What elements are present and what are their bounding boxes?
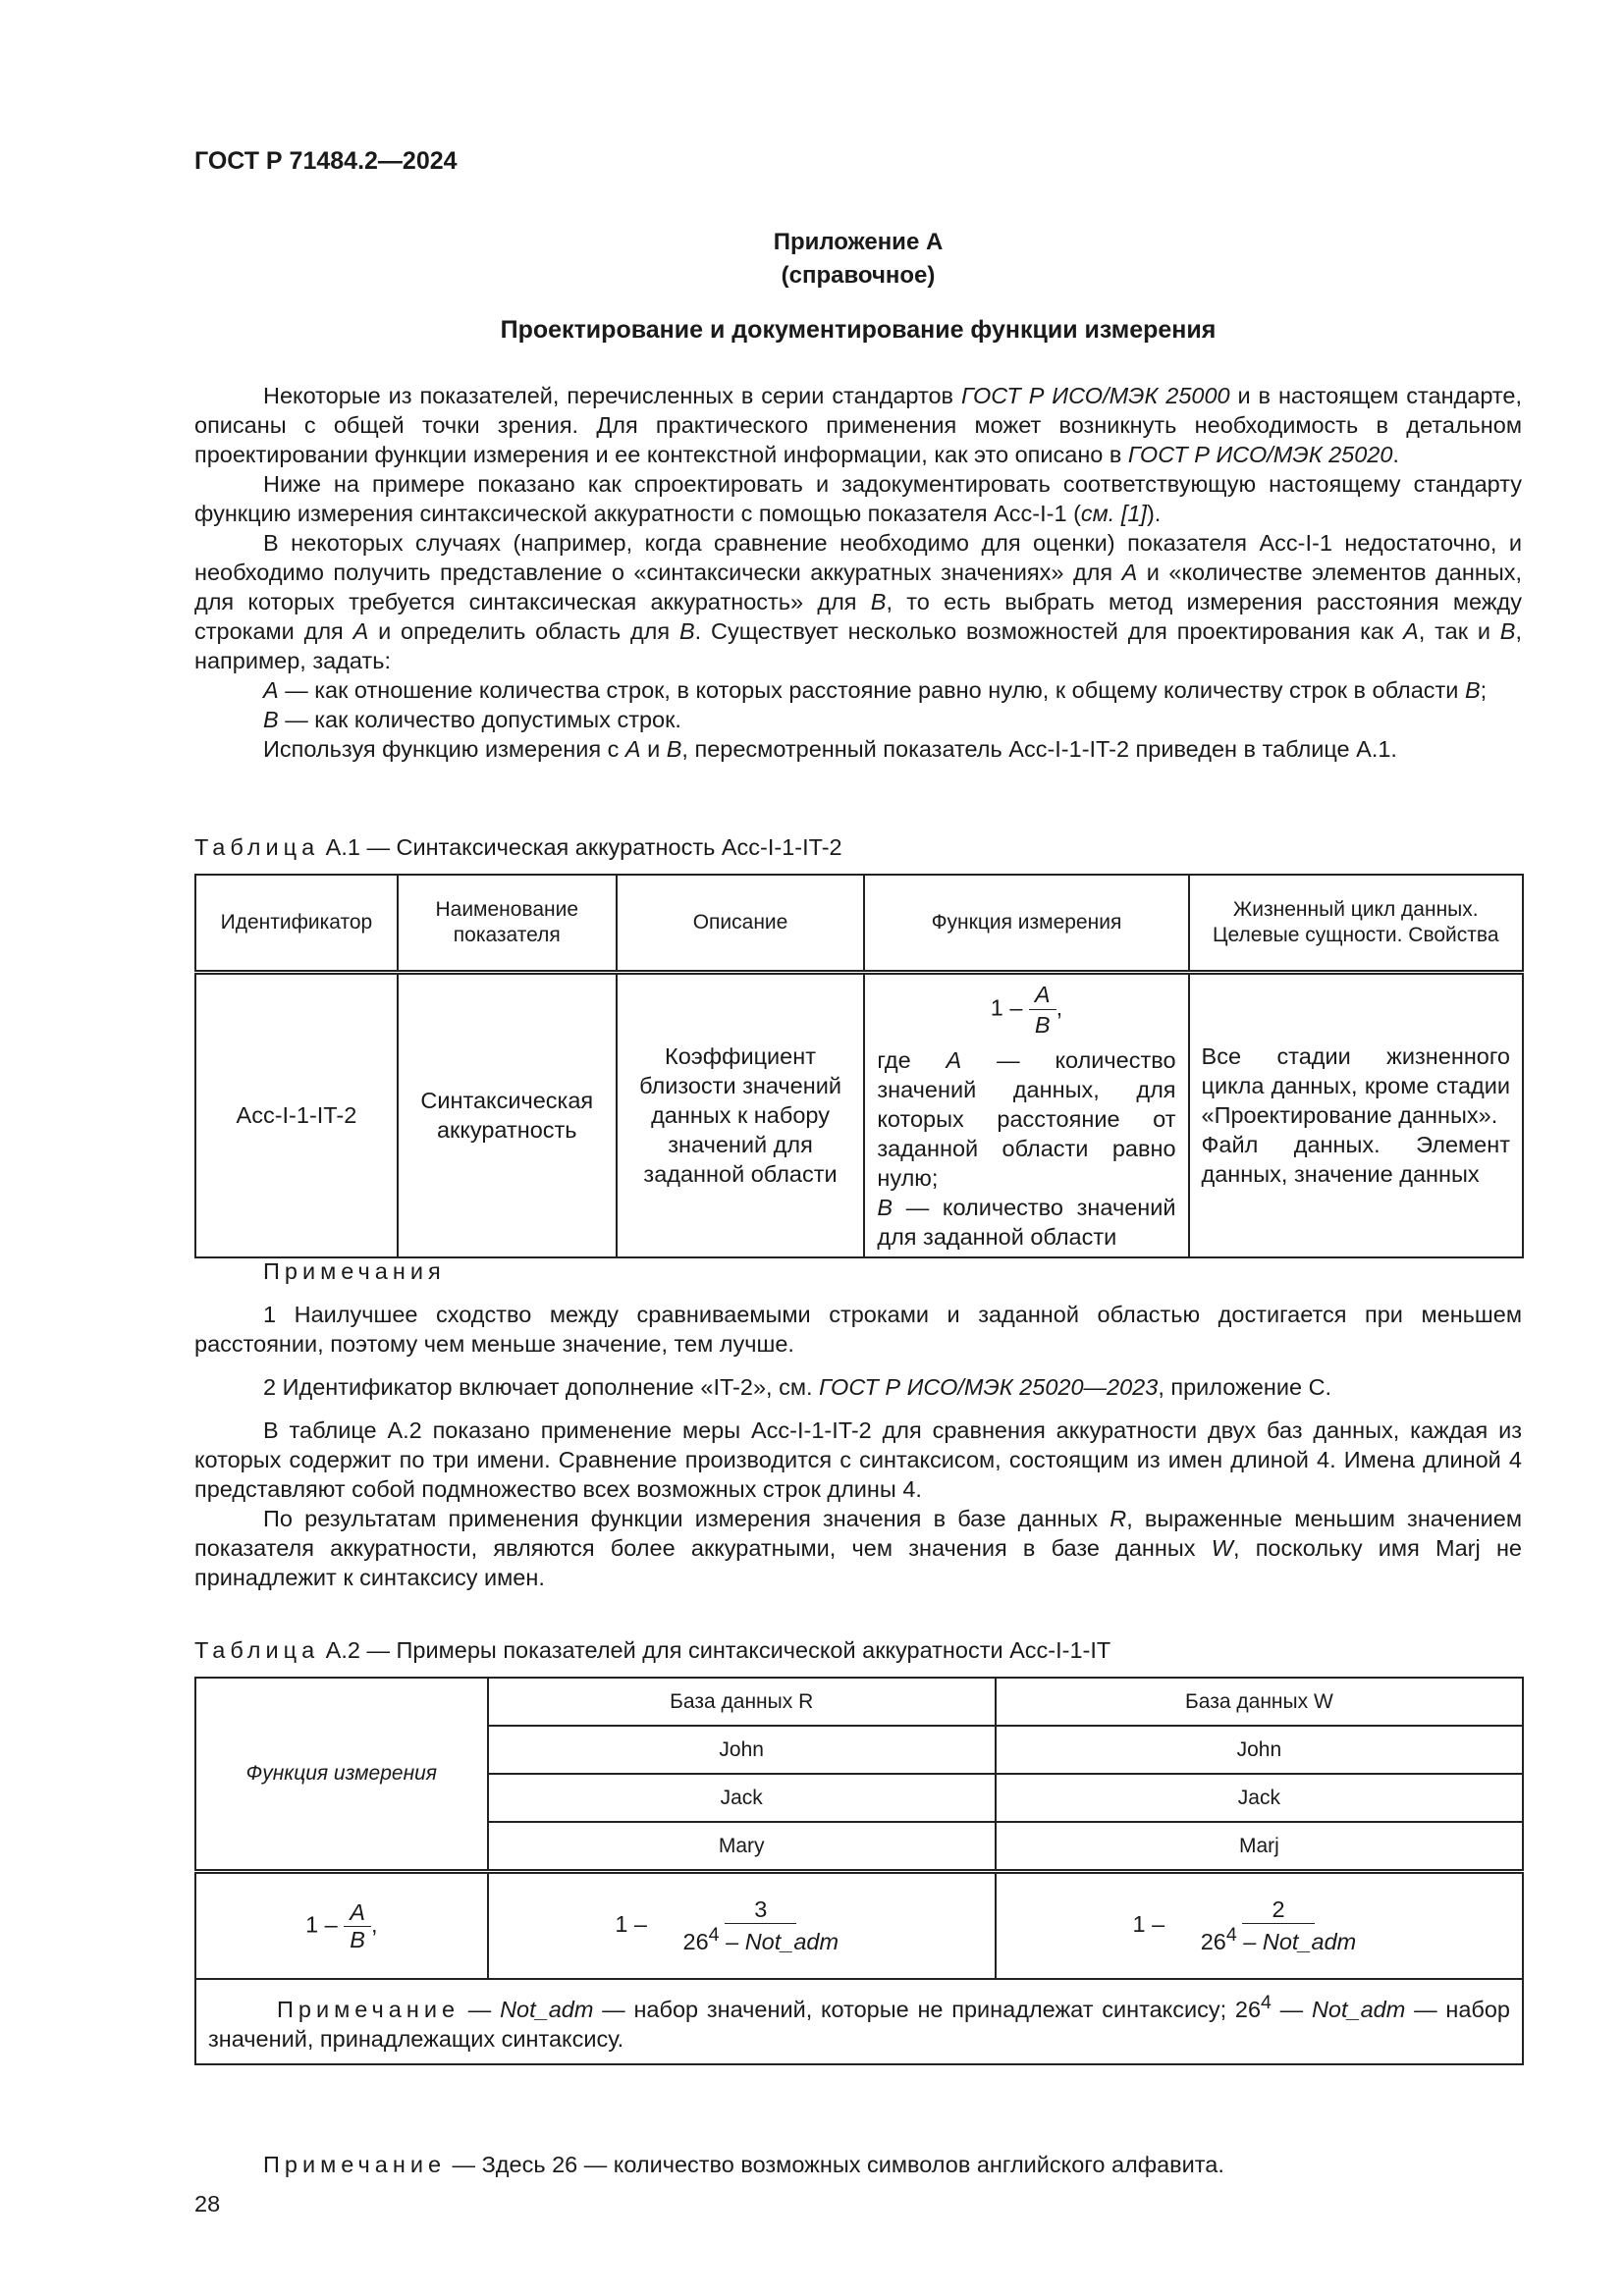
notes-title: Примечания [263, 1258, 446, 1284]
table1-header-cell: Наименование показателя [398, 875, 617, 973]
metric-description: Коэффициент близости значений данных к набору значений для заданной области [617, 973, 865, 1257]
db-w-name: Jack [996, 1774, 1523, 1822]
generic-formula: 1 – $\frac{A}{B}$ , [195, 1872, 488, 1980]
table2-note: Примечание — Not_adm — набор значений, которые не принадлежат синтаксису; $26^4$ — Not_adm — набор значений, принадлежащих синтаксису. [195, 1979, 1523, 2064]
target-entities: Файл данных. Элемент данных, значение данных [1201, 1132, 1510, 1188]
db-r-name: John [488, 1726, 996, 1774]
lifecycle-cell [1189, 973, 1523, 1257]
document-header: ГОСТ Р 71484.2—2024 [194, 147, 458, 175]
table1-data-row [195, 973, 1523, 1257]
paragraph-3: В некоторых случаях (например, когда сравнение необходимо для оценки) показателя Acc-I-1 недостаточно, и необходимо получить представление о «синтаксически аккуратных значениях» для A и «количестве элементов данных, для которых требуется синтаксическая аккуратность» для B, то есть выбрать метод измерения расстояния между строками для A и определить область для B. Существует несколько возможностей для проектирования как A, так и B, например, задать: [194, 530, 1523, 673]
db-w-formula: 1 – $\frac{2}{26^4 - Not\_adm}$ [996, 1872, 1523, 1980]
db-r-name: Jack [488, 1774, 996, 1822]
table1-header-cell: Описание [617, 875, 865, 973]
page-number: 28 [194, 2191, 221, 2216]
lifecycle-stages: Все стадии жизненного цикла данных, кроме стадии «Проектирование данных». [1201, 1043, 1510, 1129]
paragraph-8: По результатам применения функции измерения значения в базе данных R, выраженные меньшим значением показателя аккуратности, являются более аккуратными, чем значения в базе данных W, поскольку имя Marj не принадлежит к синтаксису имен. [194, 1506, 1522, 1590]
table1-header-cell: Идентификатор [195, 875, 398, 973]
function-where-b: B — количество значений для заданной области [877, 1194, 1176, 1250]
table1-header-cell: Функция измерения [864, 875, 1188, 973]
function-label: Функция измерения [195, 1678, 488, 1872]
notes-1 [194, 1256, 1522, 1592]
function-where-a: где A — количество значений данных, для которых расстояние от заданной области равно нулю; [877, 1046, 1176, 1191]
table1-header-cell: Жизненный цикл данных. Целевые сущности. Свойства [1189, 875, 1523, 973]
db-w-header: База данных W [996, 1678, 1523, 1726]
db-w-name: Marj [996, 1822, 1523, 1872]
formula-row [195, 1872, 1523, 1980]
table-2 [194, 1677, 1524, 2065]
paragraph-4: A — как отношение количества строк, в которых расстояние равно нулю, к общему количеству строк в области B; [263, 677, 1488, 703]
appendix-heading [194, 226, 1522, 293]
note-2: 2 Идентификатор включает дополнение «IT-2», см. ГОСТ Р ИСО/МЭК 25020—2023, приложение С. [263, 1374, 1332, 1400]
paragraph-2: Ниже на примере показано как спроектировать и задокументировать соответствующую настоящему стандарту функцию измерения синтаксической аккуратности с помощью показателя Acc-I-1 (см. [1]). [194, 471, 1522, 526]
db-r-header: База данных R [488, 1678, 996, 1726]
measurement-function [864, 973, 1188, 1257]
db-r-formula: 1 – $\frac{3}{26^4 - Not\_adm}$ [488, 1872, 996, 1980]
paragraph-6: Используя функцию измерения с A и B, пересмотренный показатель Acc-I-1-IT-2 приведен в таблице А.1. [263, 736, 1397, 762]
metric-id: Acc-I-1-IT-2 [195, 973, 398, 1257]
final-note: Примечание — Здесь 26 — количество возможных символов английского алфавита. [263, 2152, 1224, 2177]
intro-text [194, 381, 1522, 764]
table1-header-row [195, 875, 1523, 973]
table1-caption: Таблица А.1 — Синтаксическая аккуратность Acc-I-1-IT-2 [194, 834, 842, 860]
db-w-name: John [996, 1726, 1523, 1774]
section-title: Проектирование и документирование функции измерения [500, 316, 1217, 344]
function-formula: 1 – $\frac{A}{B}$ , [990, 981, 1063, 1038]
db-r-name: Mary [488, 1822, 996, 1872]
paragraph-5: B — как количество допустимых строк. [263, 707, 681, 732]
appendix-type: (справочное) [781, 262, 936, 289]
table-1 [194, 874, 1524, 1258]
appendix-label: Приложение А [773, 229, 944, 255]
paragraph-7: В таблице А.2 показано применение меры Acc-I-1-IT-2 для сравнения аккуратности двух баз данных, каждая из которых содержит по три имени. Сравнение производится с синтаксисом, состоящим из имен длиной 4. Имена длиной 4 представляют собой подмножество всех возможных строк длины 4. [194, 1417, 1522, 1502]
note-1: 1 Наилучшее сходство между сравниваемыми строками и заданной областью достигается при меньшем расстоянии, поэтому чем меньше значение, тем лучше. [194, 1302, 1522, 1357]
metric-name: Синтаксическая аккуратность [398, 973, 617, 1257]
paragraph-1: Некоторые из показателей, перечисленных в серии стандартов ГОСТ Р ИСО/МЭК 25000 и в настоящем стандарте, описаны с общей точки зрения. Для практического применения может возникнуть необходимость в детальном проектировании функции измерения и ее контекстной информации, как это описано в ГОСТ Р ИСО/МЭК 25020. [194, 383, 1522, 467]
table2-caption: Таблица А.2 — Примеры показателей для синтаксической аккуратности Acc-I-1-IT [194, 1637, 1111, 1663]
